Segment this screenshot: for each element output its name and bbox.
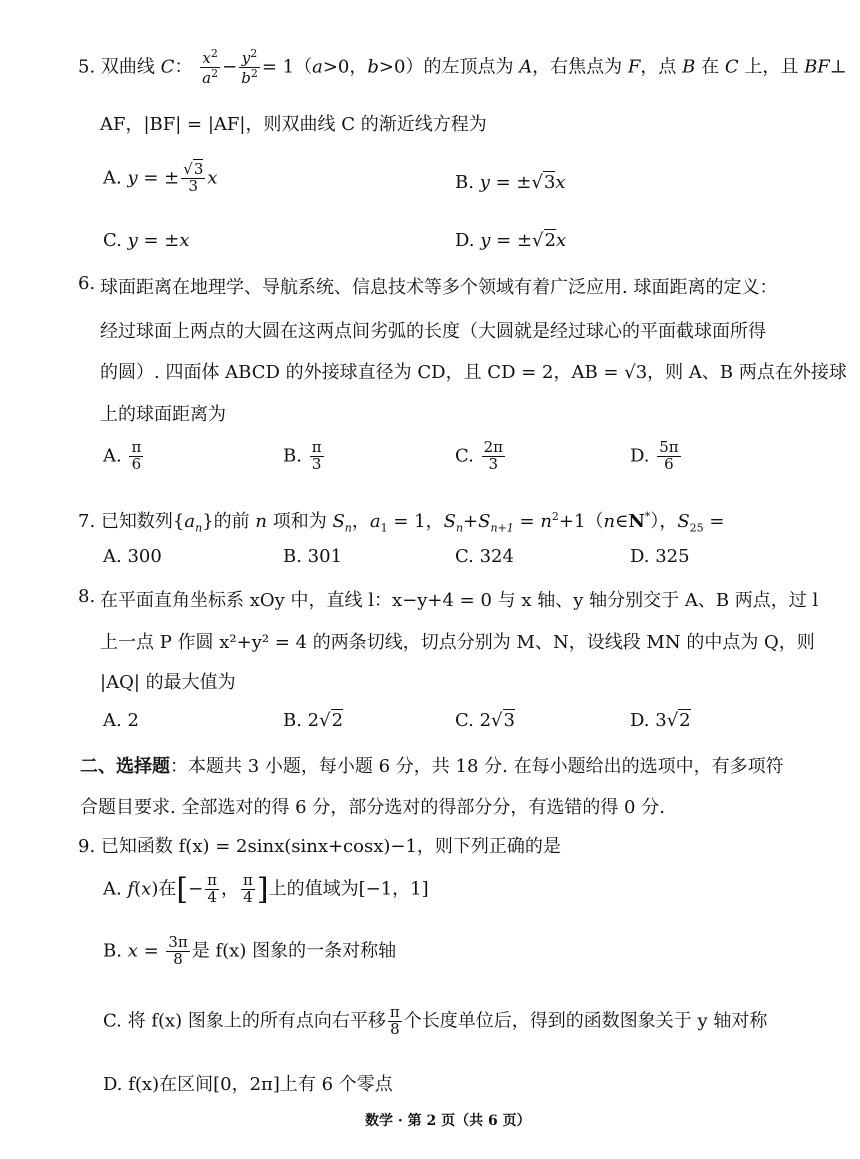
q5-option-c[interactable]: C. y = ±x [103,230,190,251]
q7-option-a[interactable]: A. 300 [103,546,162,567]
q9-option-b[interactable]: B. x = $\frac{3\pi}{8}$ 是 f(x) 图象的一条对称轴 [103,933,397,968]
option-text: 是 f(x) 图象的一条对称轴 [191,940,397,962]
q9-option-c[interactable]: C. 将 f(x) 图象上的所有点向右平移 $\frac{\pi}{8}$ 个长度单位后，得到的函数图象关于 y 轴对称 [103,1003,768,1038]
q6-line-4: 上的球面距离为 [100,404,226,425]
option-label: C. [455,445,474,467]
q5-line2: AF，|BF| = |AF|，则双曲线 C 的渐近线方程为 [100,114,487,135]
q5-option-d[interactable]: D. y = ±√2x [455,230,567,251]
q5-text-2: 的左顶点为 [423,56,514,78]
page-footer: 数学 · 第 2 页（共 6 页） [365,1113,531,1129]
q6-option-d[interactable]: D. $\frac{5\pi}{6}$ [630,438,679,473]
q6-option-a[interactable]: A. $\frac{\pi}{6}$ [103,438,142,473]
section-2-header [80,752,784,778]
option-label: A. [103,445,122,467]
q7-stem: 7. 已知数列$\{a_n\}$的前 n 项和为 $S_n$，$a_1 = 1$，$S_n+S_{n+1}$ = $n^2+1(n\in N^*)$，$S_{25}$ = [78,510,725,535]
section-title: 二、选择题 [80,756,170,777]
option-label: B. [283,710,302,731]
q7-option-b[interactable]: B. 301 [283,546,343,567]
q6-line-3: 的圆）. 四面体 ABCD 的外接球直径为 CD，且 CD = 2，AB = √3，则 A、B 两点在外接球 [100,362,847,383]
option-label: C. [455,710,474,731]
option-label: B. [283,445,302,467]
option-label: B. [103,940,122,962]
q8-line-2: 上一点 P 作圆 x²+y² = 4 的两条切线，切点分别为 M、N，设线段 MN 的中点为 Q，则 [100,632,815,653]
option-label: D. [630,710,650,731]
option-label: B. [455,172,474,193]
q6-option-b[interactable]: B. $\frac{\pi}{3}$ [283,438,322,473]
option-text-2: 个长度单位后，得到的函数图象关于 y 轴对称 [403,1010,768,1032]
q8-option-c[interactable]: C. 2√3 [455,710,515,731]
q5-text: 双曲线 [100,56,155,78]
q8-line-1: 在平面直角坐标系 xOy 中，直线 l：x−y+4 = 0 与 x 轴、y 轴分别交于 A、B 两点，过 l [100,590,819,611]
option-label: D. [103,1074,123,1095]
section-2-line-2: 合题目要求. 全部选对的得 6 分，部分选对的得部分分，有选错的得 0 分. [80,797,665,818]
option-text: f(x)在区间[0，2π]上有 6 个零点 [128,1074,393,1095]
q6-num: 6. [78,273,96,294]
q5-option-a[interactable]: A. y = ± $\frac{√3}{3}$ x [103,160,218,195]
q8-option-b[interactable]: B. 2√2 [283,710,344,731]
q8-line-3: |AQ| 的最大值为 [100,672,236,693]
question-number: 7. [78,511,96,532]
question-number: 9. [78,836,96,857]
option-label: D. [630,445,650,467]
question-number: 5. [78,56,96,78]
q9-text: 已知函数 f(x) = 2sinx(sinx+cosx)−1，则下列正确的是 [100,836,561,857]
section-text: ：本题共 3 小题，每小题 6 分，共 18 分. 在每小题给出的选项中，有多项符 [170,756,784,777]
q8-option-a[interactable]: A. 2 [103,710,139,731]
q9-option-a[interactable]: A. f(x)在[− $\frac{\pi}{4}$ ， $\frac{\pi}{4}$ ]上的值域为[−1，1] [103,871,429,907]
option-text: 上的值域为[−1，1] [268,878,429,900]
option-text: 将 f(x) 图象上的所有点向右平移 [127,1010,386,1032]
q5-option-b[interactable]: B. y = ±√3x [455,172,566,193]
q5-stem: 5. 双曲线 C： $\frac{x^2}{a^2}$ − $\frac{y^2}{b^2}$ = 1（a>0，b>0）的左顶点为 A，右焦点为 F，点 B 在 C 上，且 BF⊥ [78,47,847,87]
q8-num: 8. [78,586,96,607]
option-label: A. [103,878,122,900]
option-label: C. [103,1010,122,1032]
option-label: C. [103,230,122,251]
option-label: D. [455,230,475,251]
q7-option-c[interactable]: C. 324 [455,546,514,567]
q9-stem [78,832,561,858]
q6-line-1: 球面距离在地理学、导航系统、信息技术等多个领域有着广泛应用. 球面距离的定义： [100,277,778,298]
q6-option-c[interactable]: C. $\frac{2\pi}{3}$ [455,438,503,473]
q8-option-d[interactable]: D. 3√2 [630,710,691,731]
option-label: A. [103,167,122,189]
q6-line-2: 经过球面上两点的大圆在这两点间劣弧的长度（大圆就是经过球心的平面截球面所得 [100,321,766,342]
q7-option-d[interactable]: D. 325 [630,546,690,567]
q9-option-d[interactable] [103,1070,393,1096]
